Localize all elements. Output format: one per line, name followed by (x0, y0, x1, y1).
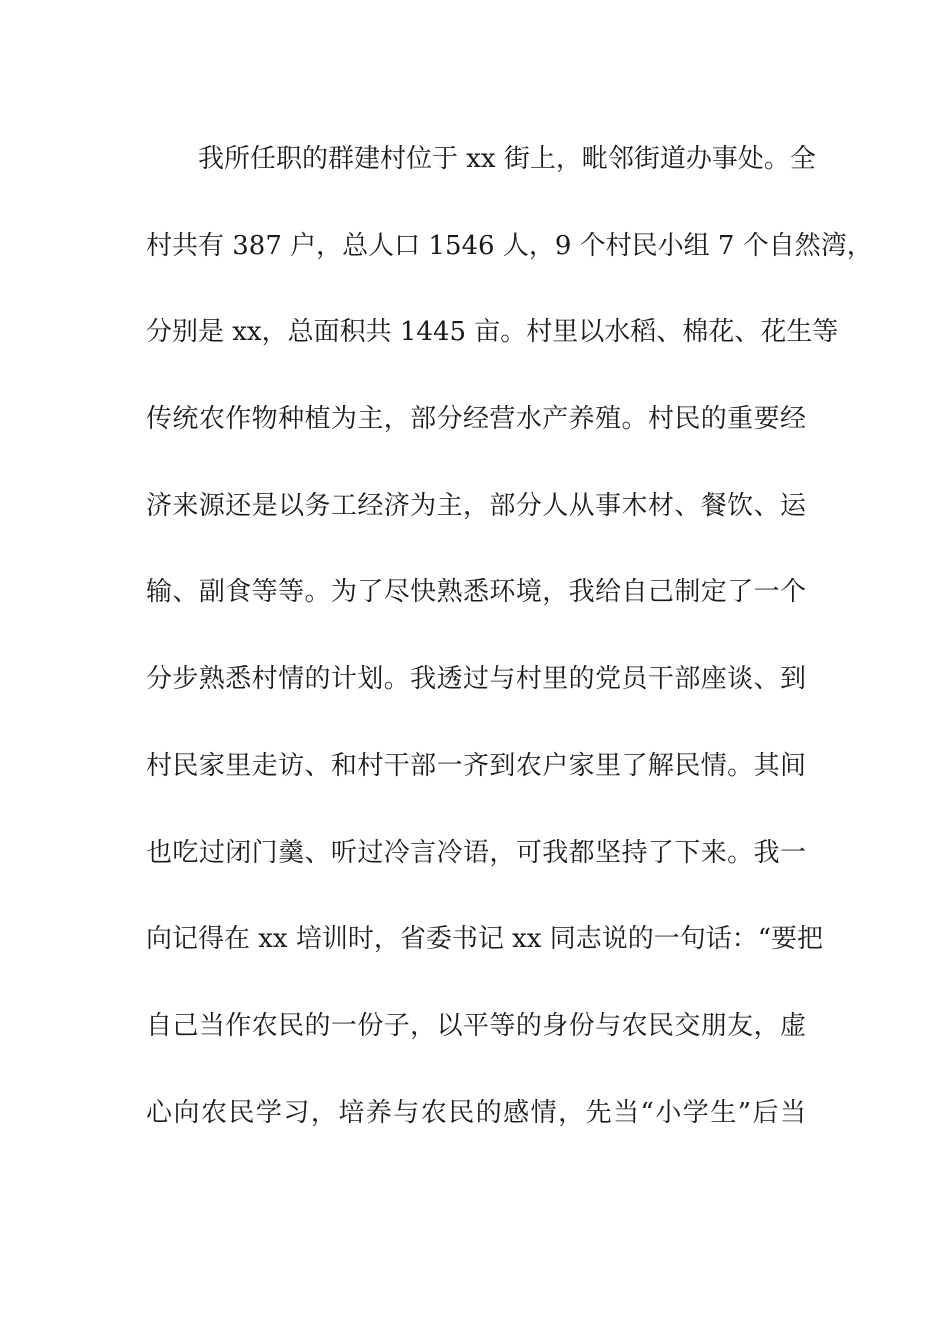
text-line-3: 分别是 xx，总面积共 1445 亩。村里以水稻、棉花、花生等 (146, 317, 839, 348)
text-line-9: 也吃过闭门羹、听过冷言冷语，可我都坚持了下来。我一 (146, 837, 806, 868)
text-line-2: 村共有 387 户，总人口 1546 人，9 个村民小组 7 个自然湾， (146, 230, 873, 261)
text-line-8: 村民家里走访、和村干部一齐到农户家里了解民情。其间 (146, 750, 806, 781)
text-line-4: 传统农作物种植为主，部分经营水产养殖。村民的重要经 (146, 404, 806, 435)
text-line-10: 向记得在 xx 培训时，省委书记 xx 同志说的一句话：“要把 (146, 924, 824, 955)
text-line-6: 输、副食等等。为了尽快熟悉环境，我给自己制定了一个 (146, 577, 806, 608)
text-line-5: 济来源还是以务工经济为主，部分人从事木材、餐饮、运 (146, 490, 806, 521)
text-line-7: 分步熟悉村情的计划。我透过与村里的党员干部座谈、到 (146, 664, 806, 695)
text-line-1: 我所任职的群建村位于 xx 街上，毗邻街道办事处。全 (198, 144, 816, 174)
text-line-12: 心向农民学习，培养与农民的感情，先当“小学生”后当 (146, 1097, 806, 1128)
text-line-11: 自己当作农民的一份子，以平等的身份与农民交朋友，虚 (146, 1010, 806, 1041)
body-paragraph (146, 130, 873, 1170)
